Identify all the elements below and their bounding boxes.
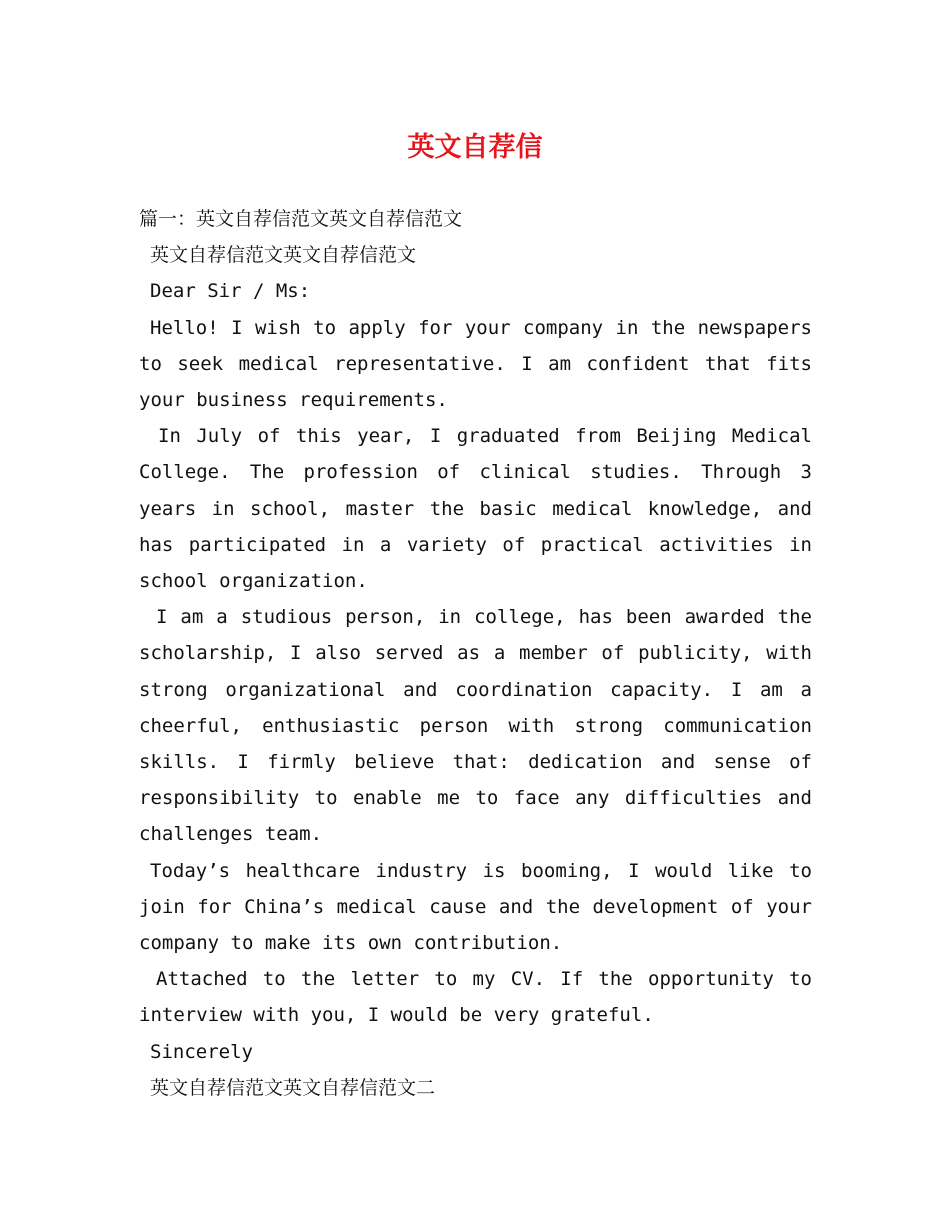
paragraph-3: I am a studious person, in college, has been awarded the scholarship, I also served as a member of publicity, with strong organizational and coordination capacity. I am a cheerful, enthusiastic person with strong communication skills. I firmly believe that: dedication and sense of responsibility to enable me to face any difficulties and challenges team. <box>139 606 812 846</box>
section-heading: 篇一：英文自荐信范文英文自荐信范文 <box>139 208 463 230</box>
paragraph-5: Attached to the letter to my CV. If the opportunity to interview with you, I would be very grateful. <box>139 968 812 1027</box>
salutation: Dear Sir / Ms: <box>150 280 311 303</box>
paragraph-4: Today’s healthcare industry is booming, I would like to join for China’s medical cause and the development of your company to make its own contribution. <box>139 859 812 955</box>
section-subheading: 英文自荐信范文英文自荐信范文 <box>150 244 417 267</box>
next-section-heading: 英文自荐信范文英文自荐信范文二 <box>150 1076 436 1099</box>
document-body <box>139 201 812 1106</box>
closing: Sincerely <box>150 1040 253 1063</box>
paragraph-2: In July of this year, I graduated from Beijing Medical College. The profession of clinical studies. Through 3 years in school, master the basic medical knowledge, and has participated in a variety of practical activities in school organization. <box>139 425 812 593</box>
paragraph-1: Hello! I wish to apply for your company in the newspapers to seek medical representative. I am confident that fits your business requirements. <box>139 316 812 412</box>
document-title: 英文自荐信 <box>407 132 543 163</box>
